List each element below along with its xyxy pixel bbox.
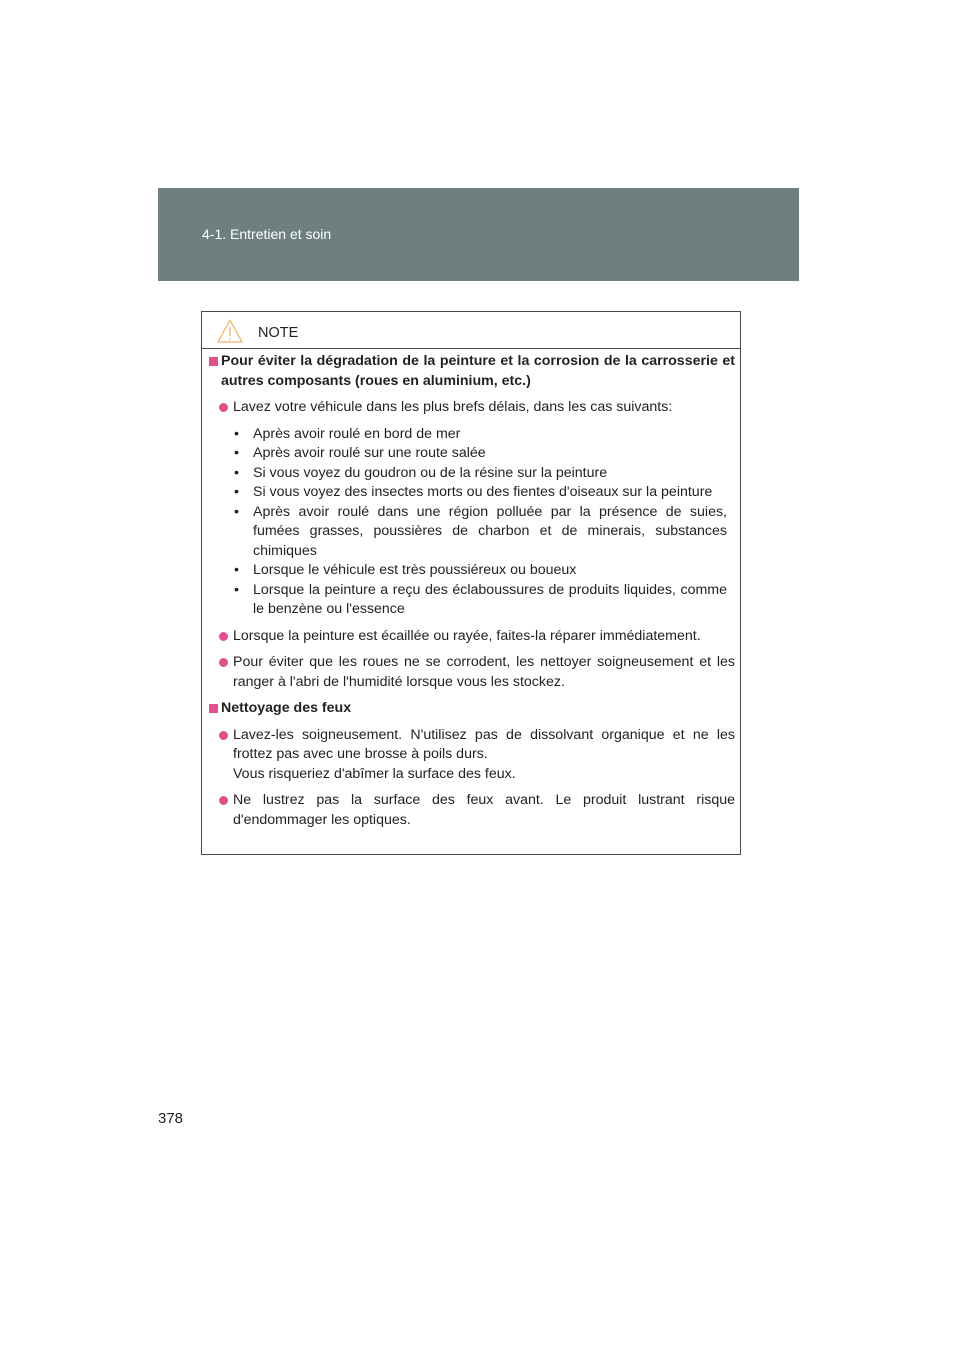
point-wash-lights bbox=[209, 726, 735, 785]
bullet-icon: • bbox=[234, 425, 239, 442]
bullet-icon: • bbox=[234, 581, 239, 598]
list-item: • Lorsque le véhicule est très poussiéreux ou boueux bbox=[229, 561, 735, 581]
point-text: Lavez-les soigneusement. N'utilisez pas de dissolvant organique et ne les frottez pas avec une brosse à poils durs. bbox=[233, 726, 735, 762]
pink-square-icon bbox=[209, 357, 218, 366]
pink-circle-icon bbox=[219, 658, 228, 667]
point-scratched-paint bbox=[209, 627, 735, 647]
section-heading-lights bbox=[209, 699, 735, 719]
note-divider bbox=[202, 348, 740, 349]
section-heading-paint bbox=[209, 352, 735, 391]
bullet-icon: • bbox=[234, 562, 239, 578]
point-text: Pour éviter que les roues ne se corrodent, les nettoyer soigneusement et les ranger à l'abri de l'humidité lorsque vous les stockez. bbox=[233, 654, 735, 690]
pink-circle-icon bbox=[219, 796, 228, 805]
page-number: 378 bbox=[158, 1110, 184, 1127]
pink-circle-icon bbox=[219, 403, 228, 412]
section-title: 4-1. Entretien et soin bbox=[202, 226, 332, 242]
list-item: • Si vous voyez des insectes morts ou des fientes d'oiseaux sur la peinture bbox=[229, 483, 735, 503]
point-text: Lavez votre véhicule dans les plus brefs délais, dans les cas suivants: bbox=[233, 399, 673, 415]
pink-square-icon bbox=[209, 704, 218, 713]
section-heading-text: Pour éviter la dégradation de la peinture et la corrosion de la carrosserie et autres composants (roues en aluminium, etc.) bbox=[221, 353, 735, 389]
section-heading-text: Nettoyage des feux bbox=[221, 700, 352, 716]
list-item: • Après avoir roulé sur une route salée bbox=[229, 444, 735, 464]
pink-circle-icon bbox=[219, 632, 228, 641]
bullet-icon: • bbox=[234, 503, 239, 520]
bullet-icon: • bbox=[234, 484, 239, 500]
warning-triangle-icon bbox=[216, 318, 244, 344]
bullet-icon: • bbox=[234, 445, 239, 461]
pink-circle-icon bbox=[219, 731, 228, 740]
list-item: • Après avoir roulé en bord de mer bbox=[229, 425, 735, 445]
point-text: Ne lustrez pas la surface des feux avant. Le produit lustrant risque d'endommager les optiques. bbox=[233, 792, 735, 828]
header-band bbox=[158, 188, 799, 281]
point-wheel-corrosion bbox=[209, 653, 735, 692]
note-body bbox=[209, 352, 735, 837]
note-label: NOTE bbox=[258, 325, 299, 341]
list-item: • Si vous voyez du goudron ou de la résine sur la peinture bbox=[229, 464, 735, 484]
wash-conditions-list bbox=[209, 425, 735, 620]
note-box bbox=[201, 311, 741, 855]
point-wash-conditions bbox=[209, 398, 735, 418]
point-text: Lorsque la peinture est écaillée ou rayée, faites-la réparer immédiatement. bbox=[233, 627, 701, 644]
list-item: • Après avoir roulé dans une région polluée par la présence de suies, fumées grasses, poussières de charbon et de minerais, substances chimiques bbox=[234, 503, 727, 559]
list-item: • Lorsque la peinture a reçu des éclaboussures de produits liquides, comme le benzène ou l'essence bbox=[234, 581, 727, 617]
point-no-polish bbox=[209, 791, 735, 830]
point-text-continued: Vous risqueriez d'abîmer la surface des feux. bbox=[233, 765, 516, 782]
bullet-icon: • bbox=[234, 464, 239, 481]
